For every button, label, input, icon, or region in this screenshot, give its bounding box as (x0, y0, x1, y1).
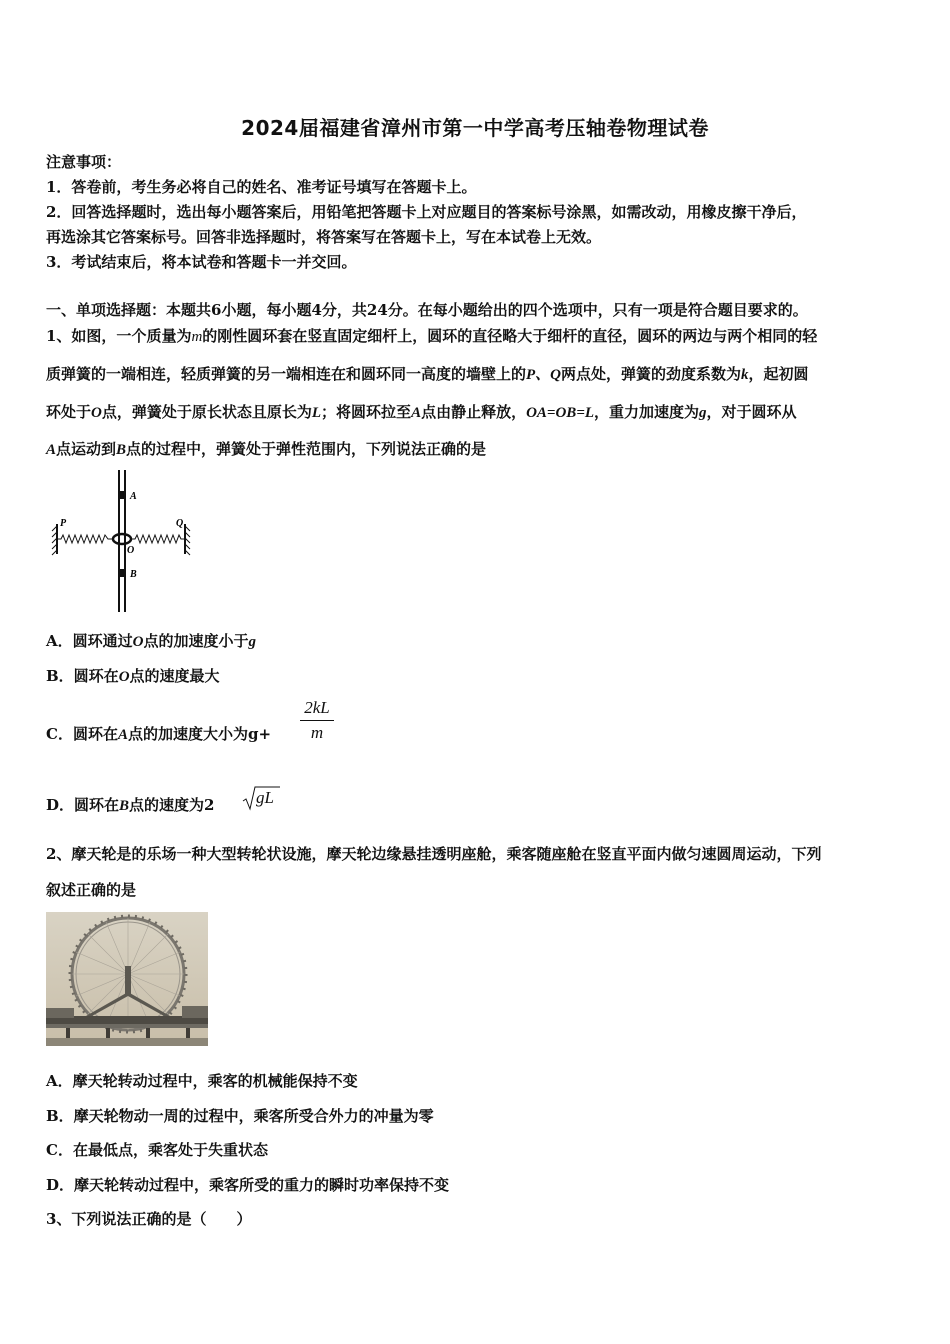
label-a: A (130, 491, 137, 502)
label-q: Q (176, 518, 184, 529)
label-p: P (60, 518, 67, 529)
page-title: 2024届福建省漳州市第一中学高考压轴卷物理试卷 (241, 116, 709, 140)
q1-option-c[interactable]: C．圆环在A点的加速度大小为g+ (46, 725, 272, 743)
q2-option-a[interactable]: A．摩天轮转动过程中，乘客的机械能保持不变 (46, 1072, 358, 1090)
q2-line-1: 2、摩天轮是的乐场一种大型转轮状设施，摩天轮边缘悬挂透明座舱，乘客随座舱在竖直平面内做匀速圆周运动，下列 (46, 845, 822, 863)
fraction-bar (300, 720, 334, 721)
ferris-wheel-photo (46, 912, 208, 1046)
q3-line-1: 3、下列说法正确的是（ ） (46, 1210, 252, 1228)
q2-option-c[interactable]: C．在最低点，乘客处于失重状态 (46, 1141, 268, 1159)
notice-item-2-cont: 再选涂其它答案标号。回答非选择题时，将答案写在答题卡上，写在本试卷上无效。 (46, 228, 602, 246)
fraction-numerator: 2kL (304, 698, 330, 717)
notice-heading: 注意事项： (46, 153, 122, 171)
q1-line-1: 1、如图，一个质量为m的刚性圆环套在竖直固定细杆上，圆环的直径略大于细杆的直径，圆环的两边与两个相同的轻 (46, 327, 818, 345)
marker-b (119, 569, 125, 577)
section-heading: 一、单项选择题：本题共6小题，每小题4分，共24分。在每小题给出的四个选项中，只有一项是符合题目要求的。 (46, 301, 808, 319)
marker-a (119, 491, 125, 499)
ring (113, 534, 131, 544)
q1-option-b[interactable]: B．圆环在O点的速度最大 (46, 667, 220, 685)
sqrt-radicand: gL (256, 788, 274, 807)
notice-item-1: 1．答卷前，考生务必将自己的姓名、准考证号填写在答题卡上。 (46, 178, 477, 196)
q1-option-c-fraction (300, 698, 334, 743)
notice-item-2: 2．回答选择题时，选出每小题答案后，用铅笔把答题卡上对应题目的答案标号涂黑，如需改动，用橡皮擦干净后， (46, 203, 807, 221)
q1-line-4: A点运动到B点的过程中，弹簧处于弹性范围内，下列说法正确的是 (46, 440, 487, 458)
q2-option-d[interactable]: D．摩天轮转动过程中，乘客所受的重力的瞬时功率保持不变 (46, 1176, 450, 1194)
notice-item-3: 3．考试结束后，将本试卷和答题卡一并交回。 (46, 253, 357, 271)
q1-option-a[interactable]: A．圆环通过O点的加速度小于g (46, 632, 256, 650)
q2-option-b[interactable]: B．摩天轮物动一周的过程中，乘客所受合外力的冲量为零 (46, 1107, 434, 1125)
label-b: B (130, 569, 137, 580)
ring-spring-diagram (50, 466, 200, 616)
right-spring (131, 535, 185, 543)
label-o: O (127, 545, 135, 556)
q1-line-2: 质弹簧的一端相连，轻质弹簧的另一端相连在和圆环同一高度的墙壁上的P、Q两点处，弹簧的劲度系数为k，起初圆 (46, 365, 809, 383)
left-spring (57, 535, 113, 543)
q2-line-2: 叙述正确的是 (46, 881, 137, 899)
q1-option-d[interactable]: D．圆环在B点的速度为2 (46, 796, 215, 814)
q1-line-3: 环处于O点，弹簧处于原长状态且原长为L；将圆环拉至A点由静止释放，OA=OB=L，重力加速度为g，对于圆环从 (46, 403, 797, 421)
fraction-denominator: m (310, 723, 324, 742)
